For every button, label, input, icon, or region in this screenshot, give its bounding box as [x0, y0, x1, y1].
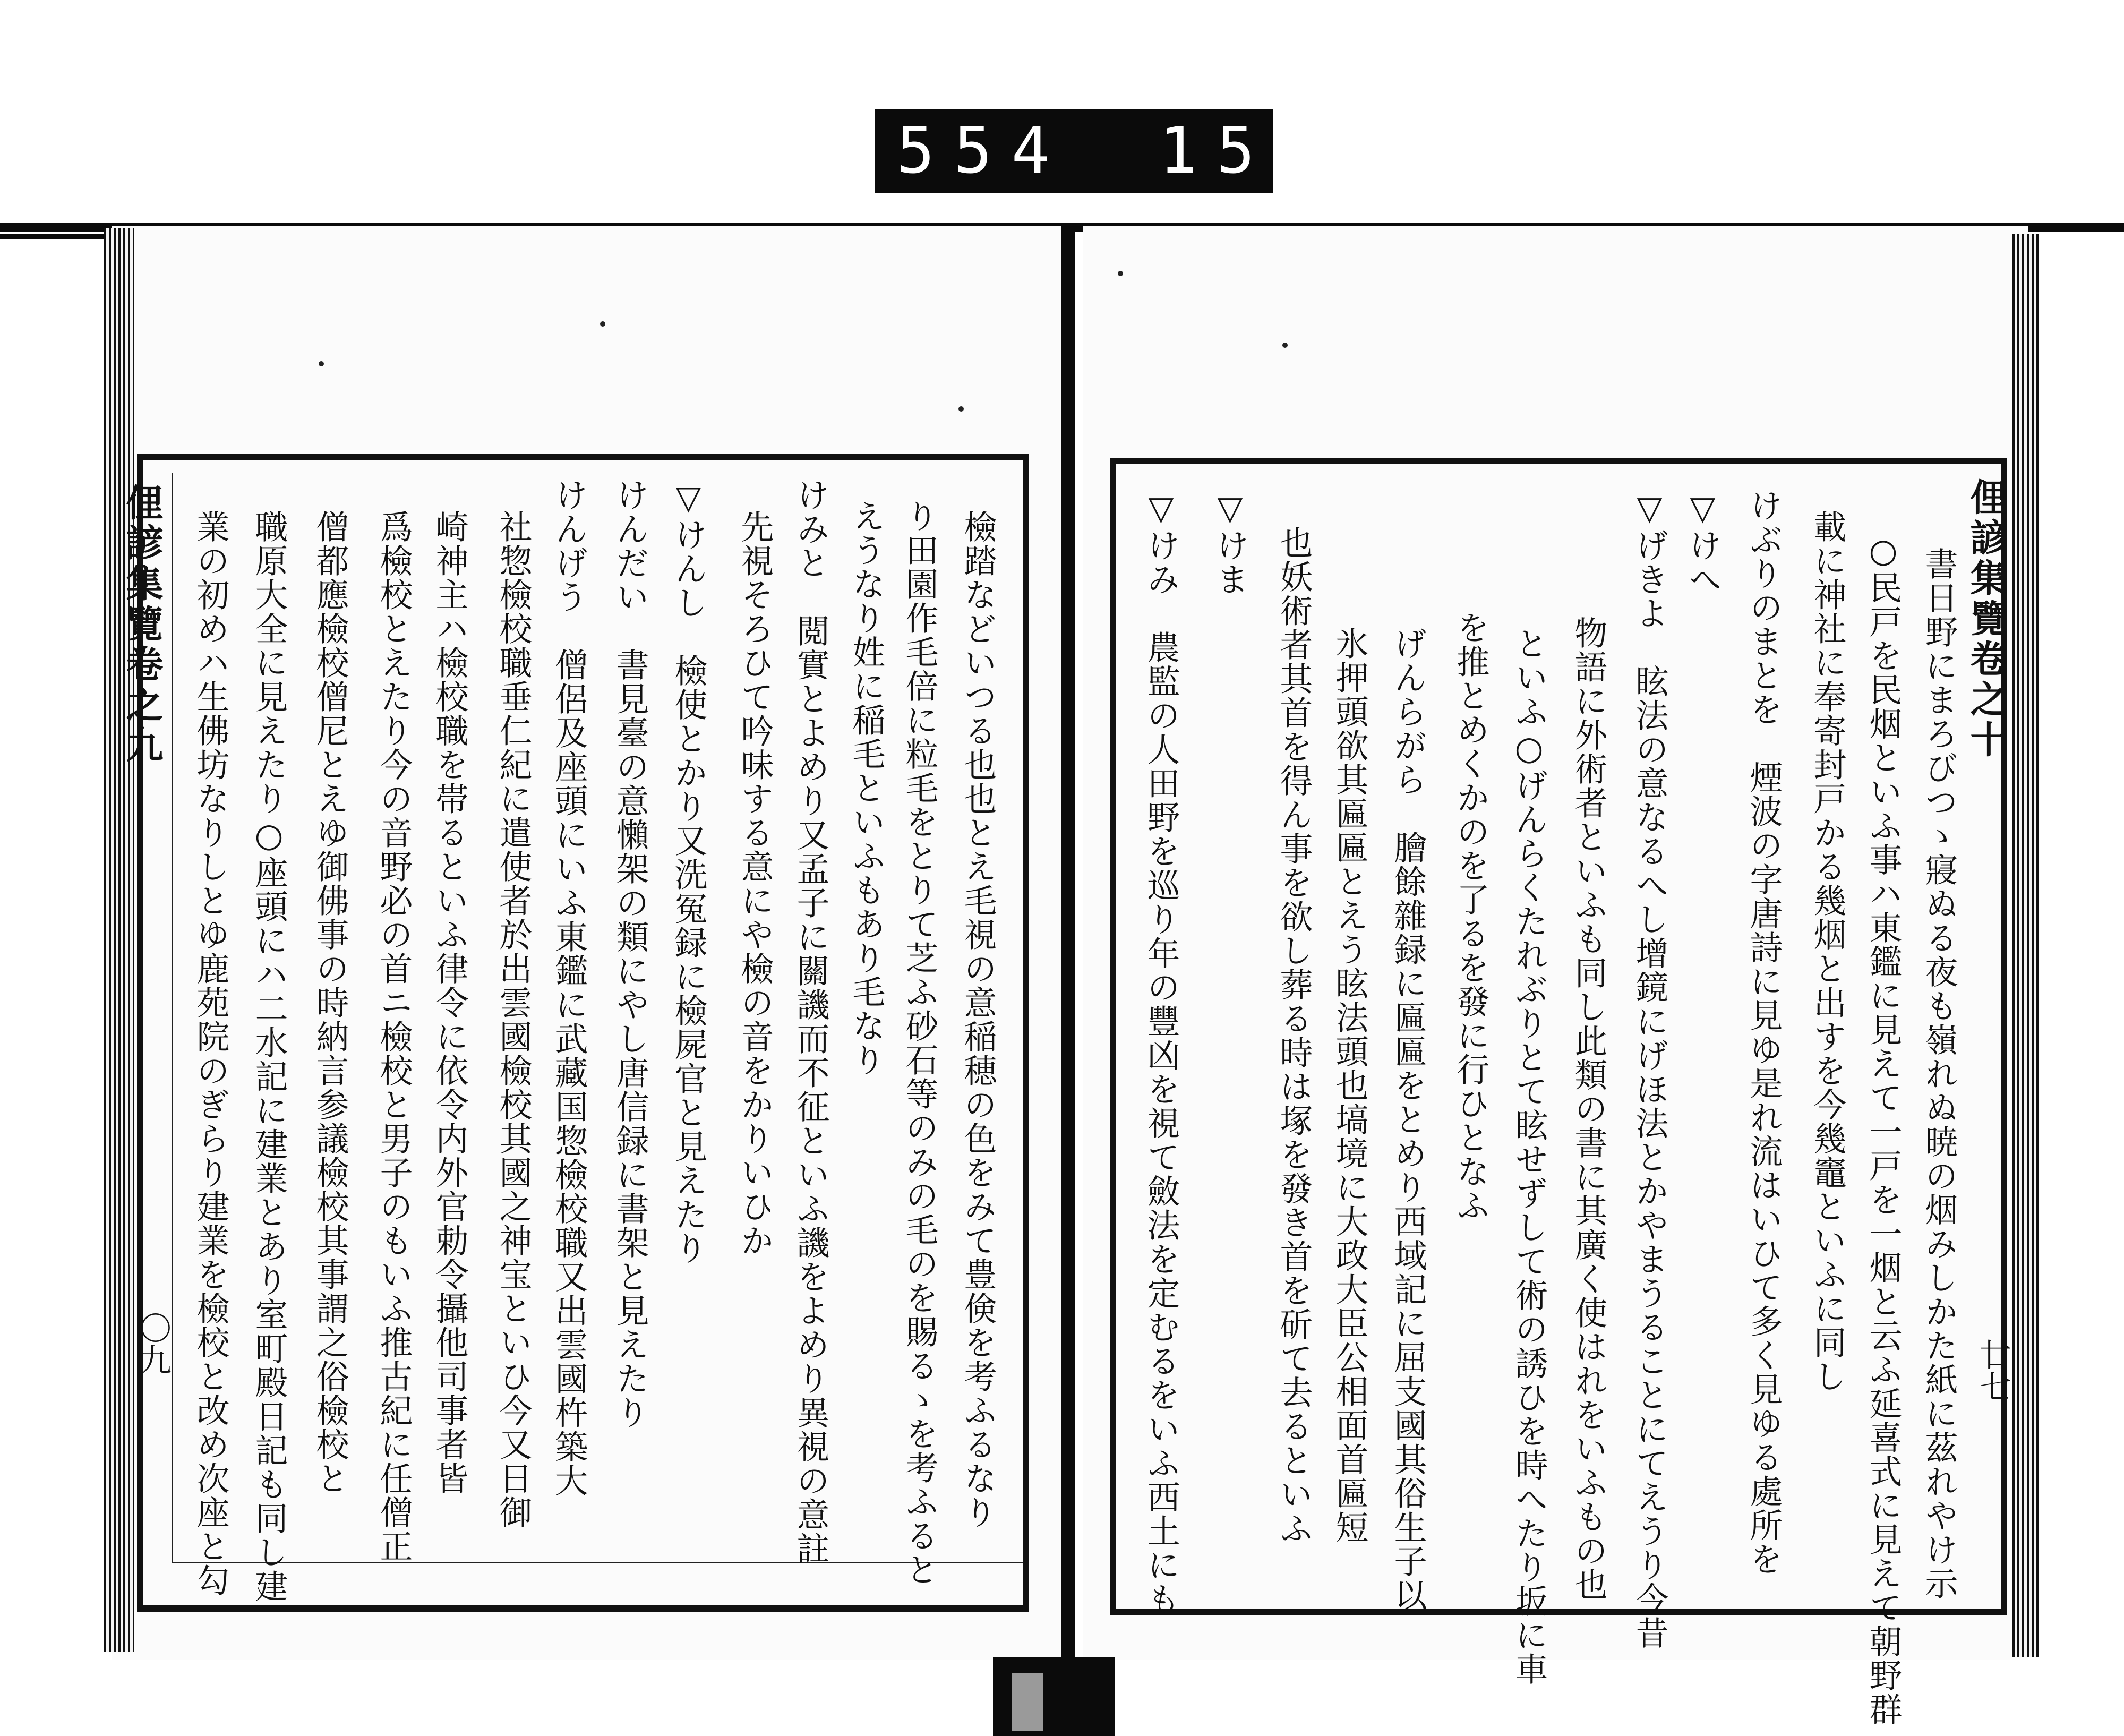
right-page-column: げんらがら 膾餘雜録に匾匾をとめり西域記に屈支國其俗生子以 [1389, 627, 1427, 1612]
right-page-column: 載に神社に奉寄封戸かる幾烟と出すを今幾竈といふに同し [1808, 510, 1847, 1393]
right-page-column: ▽けへ [1683, 489, 1722, 596]
right-page-number: 廿七 [1974, 1338, 2011, 1402]
right-page-column: を推とめくかのを了るを發に行ひとなふ [1451, 611, 1490, 1222]
right-page-column: ▽けみ 農監の人田野を巡り年の豐凶を視て斂法を定むるをいふ西土にも [1142, 489, 1180, 1616]
archive-label-number-left: 554 [896, 114, 1069, 188]
left-page-column: 崎神主ハ檢校職を帯るといふ律令に依令内外官勅令攝他司事者皆 [430, 510, 469, 1495]
left-page-column: 爲檢校とえたり今の音野必の首ニ檢校と男子のもいふ推古紀に任僧正 [374, 510, 413, 1563]
book-stand-inner [1012, 1673, 1043, 1731]
left-page-column: えうなり姓に稲毛といふもあり毛なり [847, 499, 886, 1077]
right-page-column: といふ○げんらくたれぶりとて眩せずして術の誘ひを時へたり坂に車 [1510, 627, 1548, 1686]
right-page-column: ▽けま [1211, 489, 1249, 596]
left-page-edge [104, 228, 134, 1652]
left-page-column: 社惣檢校職垂仁紀に遣使者於出雲國檢校其國之神宝といひ今又日御 [494, 510, 533, 1529]
left-page-number: 〇九 [134, 1312, 172, 1375]
right-page-column: けぶりのまとを 煙波の字唐詩に見ゆ是れ流はいひて多く見ゆる處所を [1744, 489, 1783, 1576]
right-page-column: ○民戸を民烟といふ事ハ東鑑に見えて一戸を一烟と云ふ延喜式に見えて朝野群 [1864, 531, 1903, 1726]
left-page-column: ▽けんし 檢使とかり又洗冤録に檢屍官と見えたり [669, 478, 708, 1265]
archive-label-number-right: 158. [1159, 114, 1389, 188]
right-page-header: 俚諺集覽卷之十 [1964, 478, 2008, 760]
book-spine [1061, 223, 1075, 1667]
right-page-edge [2012, 234, 2039, 1657]
right-page-column: ▽げきよ 眩法の意なるへし增鏡にげほ法とかやまうることにてえうり今昔 [1630, 489, 1669, 1650]
paper-speck [600, 321, 605, 327]
left-page-column: けんだい 書見臺の意懶架の類にやし唐信録に書架と見えたり [611, 478, 649, 1430]
left-page-column: 先視そろひて吟味する意にや檢の音をかりいひか [735, 510, 774, 1258]
left-page-column: けみと 閲實とよめり又孟子に關譏而不征といふ譏をよめり異視の意註 [791, 478, 830, 1566]
left-page-column: けんげう 僧侶及座頭にいふ東鑑に武藏国惣檢校職又出雲國杵築大 [550, 478, 588, 1498]
right-page-column: 物語に外術者といふも同し此類の書に其廣く使はれをいふもの也 [1569, 616, 1608, 1602]
left-page-column: 業の初めハ生佛坊なりしとゆ鹿苑院のぎらり建業を檢校と改め次座と勾 [191, 510, 230, 1597]
right-page-column: 氷押頭欲其匾匾とえう眩法頭也塙境に大政大臣公相面首匾短 [1330, 627, 1369, 1544]
left-page-column: 檢踏などいつる也也とえ毛視の意稲穂の色をみて豊倹を考ふるなり [958, 510, 997, 1529]
left-page-header: 俚諺集覽卷之九 [120, 483, 164, 766]
paper-speck [1118, 271, 1123, 276]
paper-speck [319, 361, 324, 366]
paper-speck [958, 406, 964, 412]
paper-speck [1282, 343, 1288, 348]
left-page-column: り田園作毛倍に粒毛をとりて芝ふ砂石等のみの毛のを賜るゝを考ふると [900, 499, 939, 1587]
right-page-column: 也妖術者其首を得ん事を欲し葬る時は塚を發き首を斫て去るといふ [1274, 526, 1313, 1545]
archive-label [875, 109, 1389, 193]
right-page-column: 書日野にまろびつゝ寢ぬる夜も嶺れぬ暁の烟みしかた紙に茲れやけ示 [1920, 547, 1958, 1601]
left-page-column: 職原大全に見えたり○座頭にハ二水記に建業とあり室町殿日記も同し建 [250, 510, 288, 1603]
left-page-column: 僧都應檢校僧尼とえゆ御佛事の時納言参議檢校其事謂之俗檢校と [311, 510, 349, 1495]
